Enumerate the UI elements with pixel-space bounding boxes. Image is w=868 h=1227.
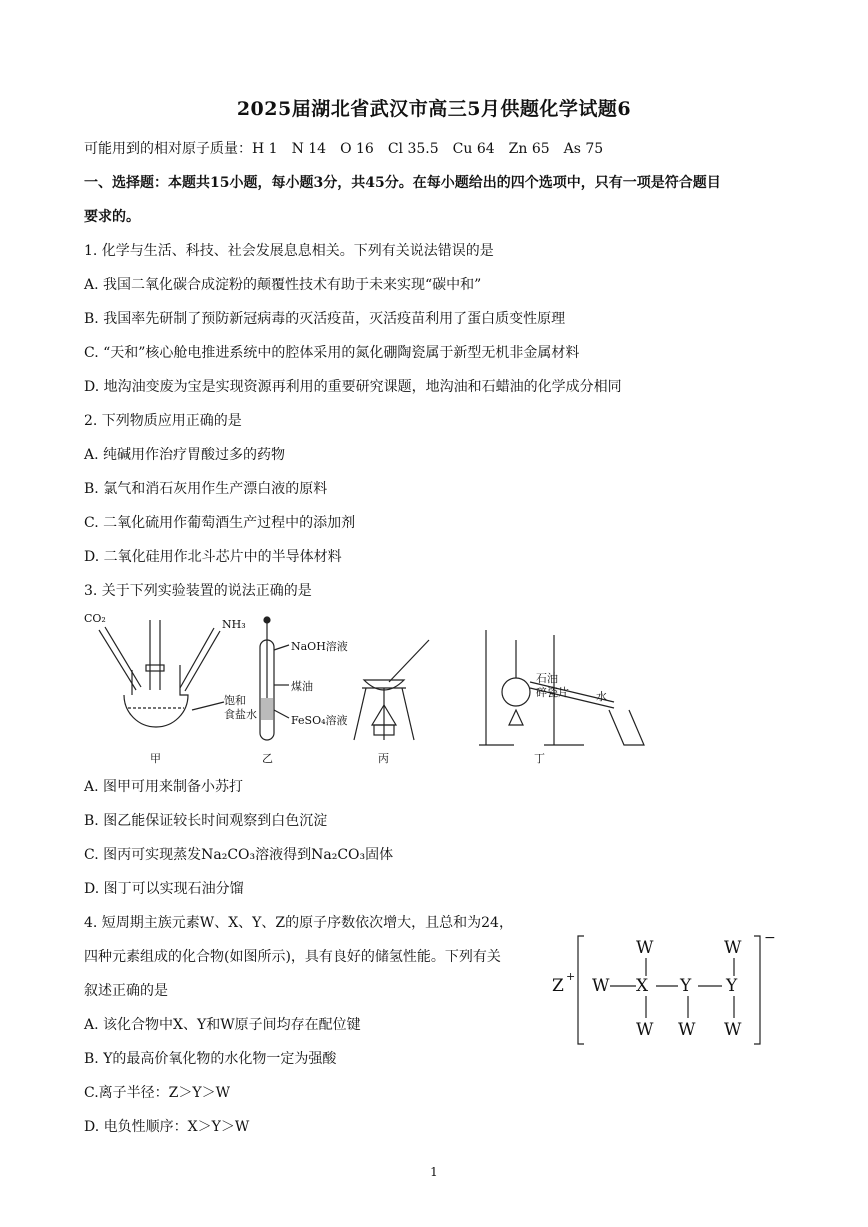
atom-y-right: Y bbox=[726, 976, 738, 996]
q1-option-c: C. “天和”核心舱电推进系统中的腔体采用的氮化硼陶瓷属于新型无机非金属材料 bbox=[84, 345, 580, 361]
q1-option-a: A. 我国二氧化碳合成淀粉的颠覆性技术有助于未来实现“碳中和” bbox=[84, 277, 482, 293]
q2-option-d: D. 二氧化硅用作北斗芯片中的半导体材料 bbox=[84, 549, 342, 565]
q4-stem-line3: 叙述正确的是 bbox=[84, 983, 168, 999]
structure-cation: Z bbox=[552, 976, 564, 996]
page-number: 1 bbox=[430, 1165, 438, 1179]
q4-option-c: C.离子半径：Z＞Y＞W bbox=[84, 1085, 231, 1101]
figure-label-yi: 乙 bbox=[262, 752, 273, 765]
q1-option-b: B. 我国率先研制了预防新冠病毒的灭活疫苗，灭活疫苗利用了蛋白质变性原理 bbox=[84, 311, 566, 327]
label-feso4: FeSO₄溶液 bbox=[291, 714, 348, 727]
structure-anion-charge: − bbox=[764, 930, 776, 946]
q3-option-d: D. 图丁可以实现石油分馏 bbox=[84, 881, 244, 897]
q3-apparatus-figures bbox=[84, 610, 664, 770]
q3-option-b: B. 图乙能保证较长时间观察到白色沉淀 bbox=[84, 813, 328, 829]
page-title: 2025届湖北省武汉市高三5月供题化学试题6 bbox=[236, 98, 632, 120]
q3-stem: 3. 关于下列实验装置的说法正确的是 bbox=[84, 583, 312, 599]
atomic-masses: 可能用到的相对原子质量：H 1 N 14 O 16 Cl 35.5 Cu 64 Zn 65 As 75 bbox=[84, 141, 604, 157]
section-heading-line2: 要求的。 bbox=[84, 209, 140, 225]
structure-lines bbox=[548, 930, 788, 1050]
q4-option-a: A. 该化合物中X、Y和W原子间均存在配位键 bbox=[84, 1017, 361, 1033]
q2-option-b: B. 氯气和消石灰用作生产漂白液的原料 bbox=[84, 481, 328, 497]
atom-x: X bbox=[636, 976, 649, 996]
q4-option-b: B. Y的最高价氧化物的水化物一定为强酸 bbox=[84, 1051, 337, 1067]
q4-stem-line1: 4. 短周期主族元素W、X、Y、Z的原子序数依次增大，且总和为24， bbox=[84, 915, 513, 931]
atom-w-top-x: W bbox=[636, 938, 654, 958]
q4-option-d: D. 电负性顺序：X＞Y＞W bbox=[84, 1119, 250, 1135]
label-brine: 食盐水 bbox=[224, 708, 257, 721]
atom-w-bottom-y1: W bbox=[678, 1020, 696, 1040]
q2-option-a: A. 纯碱用作治疗胃酸过多的药物 bbox=[84, 447, 286, 463]
q3-option-c: C. 图丙可实现蒸发Na₂CO₃溶液得到Na₂CO₃固体 bbox=[84, 847, 394, 863]
atom-y-middle: Y bbox=[680, 976, 692, 996]
label-co2: CO₂ bbox=[84, 612, 106, 625]
section-heading-line1: 一、选择题：本题共15小题，每小题3分，共45分。在每小题给出的四个选项中，只有一项是符合题目 bbox=[84, 175, 721, 191]
q2-stem: 2. 下列物质应用正确的是 bbox=[84, 413, 242, 429]
label-saturated: 饱和 bbox=[224, 694, 246, 707]
figure-label-jia: 甲 bbox=[150, 752, 161, 765]
q3-option-a: A. 图甲可用来制备小苏打 bbox=[84, 779, 244, 795]
q1-option-d: D. 地沟油变废为宝是实现资源再利用的重要研究课题，地沟油和石蜡油的化学成分相同 bbox=[84, 379, 622, 395]
apparatus-drawing bbox=[84, 610, 664, 770]
atom-w-left: W bbox=[592, 976, 610, 996]
figure-label-ding: 丁 bbox=[534, 752, 545, 765]
atom-w-top-y: W bbox=[724, 938, 742, 958]
q2-option-c: C. 二氧化硫用作葡萄酒生产过程中的添加剂 bbox=[84, 515, 356, 531]
atom-w-bottom-x: W bbox=[636, 1020, 654, 1040]
q4-stem-line2: 四种元素组成的化合物(如图所示)，具有良好的储氢性能。下列有关 bbox=[84, 949, 501, 965]
label-naoh: NaOH溶液 bbox=[291, 640, 348, 653]
q4-structure-diagram bbox=[548, 930, 788, 1050]
label-water: 水 bbox=[596, 690, 607, 703]
atom-w-bottom-y2: W bbox=[724, 1020, 742, 1040]
figure-label-bing: 丙 bbox=[378, 752, 389, 765]
q1-stem: 1. 化学与生活、科技、社会发展息息相关。下列有关说法错误的是 bbox=[84, 243, 494, 259]
label-nh3: NH₃ bbox=[222, 618, 246, 631]
label-kerosene: 煤油 bbox=[291, 680, 313, 693]
structure-cation-charge: + bbox=[566, 970, 576, 983]
label-oil: 石油 bbox=[536, 672, 558, 685]
label-chips: 碎瓷片 bbox=[536, 686, 569, 699]
